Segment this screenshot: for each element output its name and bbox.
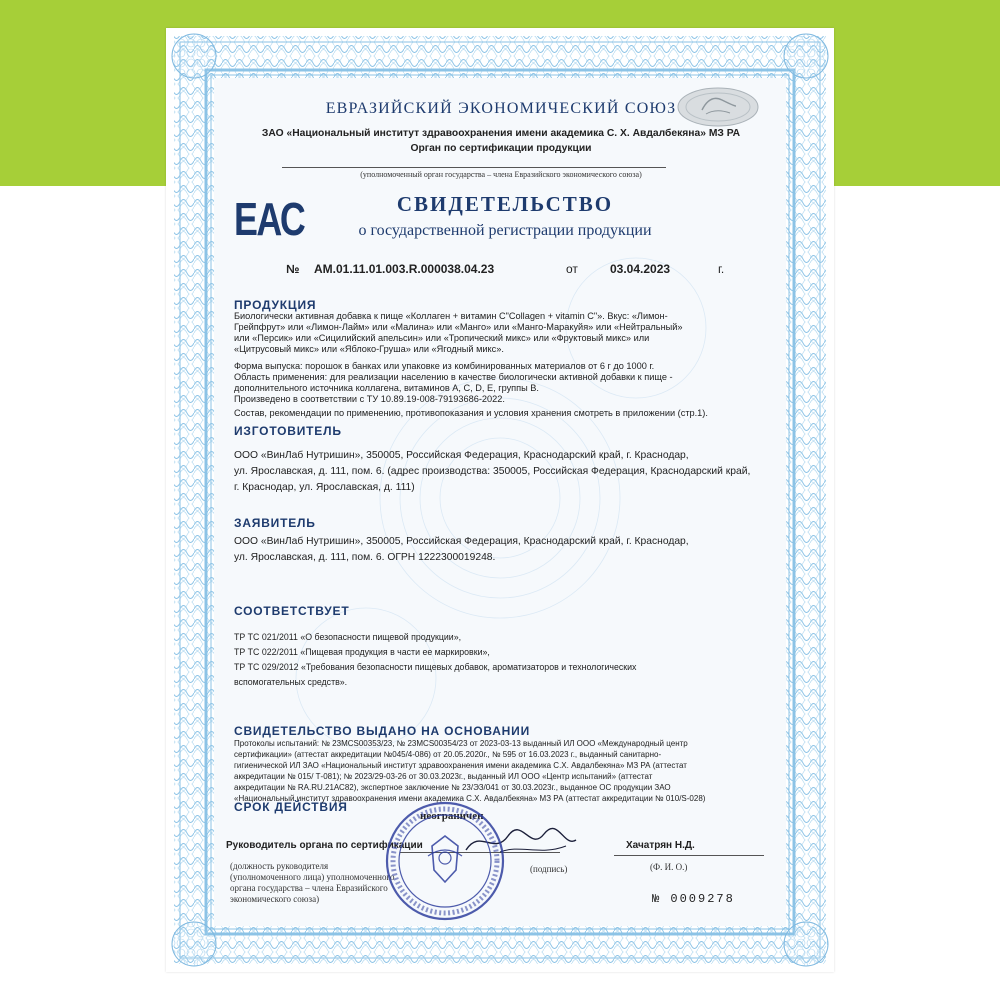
position-note-line: экономического союза) <box>230 894 320 904</box>
round-stamp-icon <box>384 800 506 922</box>
registration-date: 03.04.2023 <box>610 262 671 276</box>
basis-line: аккредитации № RA.RU.21АС82), экспертное заключение № 23/ЭЗ/041 от 30.03.2023г., выданное ОС продукции ЗАО <box>234 783 671 792</box>
validity-value: неограничен <box>420 810 484 822</box>
head-of-organ-label: Руководитель органа по сертификации <box>226 840 423 851</box>
conformity-line: ТР ТС 022/2011 «Пищевая продукция в части ее маркировки», <box>234 647 490 657</box>
form-serial-number: № 0009278 <box>652 892 735 906</box>
product-heading: ПРОДУКЦИЯ <box>234 298 317 312</box>
manufacturer-line: ул. Ярославская, д. 111, пом. 6. (адрес производства: 350005, Российская Федерация, Краснодарский край, <box>234 466 751 477</box>
union-title: ЕВРАЗИЙСКИЙ ЭКОНОМИЧЕСКИЙ СОЮЗ <box>325 100 677 117</box>
applicant-line: ООО «ВинЛаб Нутришин», 350005, Российская Федерация, Краснодарский край, г. Краснодар, <box>234 536 689 547</box>
product-line: дополнительного источника коллагена, витаминов А, С, D, Е, группы В. <box>234 383 539 393</box>
divider <box>282 167 666 168</box>
basis-heading: СВИДЕТЕЛЬСТВО ВЫДАНО НА ОСНОВАНИИ <box>234 724 531 738</box>
product-line: Форма выпуска: порошок в банках или упаковке из комбинированных материалов от 6 г до 1000 г. <box>234 361 655 371</box>
certificate-subtitle: о государственной регистрации продукции <box>358 222 652 239</box>
conformity-line: вспомогательных средств». <box>234 677 348 687</box>
validity-heading: СРОК ДЕЙСТВИЯ <box>234 800 348 814</box>
position-note-line: органа государства – члена Евразийского <box>230 883 388 893</box>
eac-logo: ЕАС <box>234 193 305 245</box>
product-line: Грейпфрут» или «Лимон-Лайм» или «Малина» или «Манго» или «Манго-Маракуйя» или «Нейтральный» <box>234 322 683 332</box>
position-note-line: (должность руководителя <box>230 861 329 871</box>
certification-organ: Орган по сертификации продукции <box>410 143 592 154</box>
signatory-name: Хачатрян Н.Д. <box>626 840 695 851</box>
number-sign: № <box>286 262 300 276</box>
position-note-line: (уполномоченного лица) уполномоченного <box>230 872 395 882</box>
conformity-heading: СООТВЕТСТВУЕТ <box>234 604 350 618</box>
product-line: Биологически активная добавка к пище «Коллаген + витамин С"Collagen + vitamin C"». Вкус: «Лимон- <box>234 311 668 321</box>
certificate-title: СВИДЕТЕЛЬСТВО <box>396 192 614 216</box>
applicant-line: ул. Ярославская, д. 111, пом. 6. ОГРН 1222300019248. <box>234 552 496 563</box>
applicant-heading: ЗАЯВИТЕЛЬ <box>234 516 316 530</box>
date-from-label: от <box>566 262 578 276</box>
manufacturer-line: г. Краснодар, ул. Ярославская, д. 111) <box>234 482 415 493</box>
product-line: Состав, рекомендации по применению, противопоказания и условия хранения смотреть в приложении (стр.1). <box>234 408 708 418</box>
name-label: (Ф. И. О.) <box>650 862 688 872</box>
conformity-line: ТР ТС 021/2011 «О безопасности пищевой продукции», <box>234 632 462 642</box>
name-line <box>614 855 764 856</box>
product-line: «Цитрусовый микс» или «Яблоко-Груша» или «Ягодный микс». <box>234 344 504 354</box>
organ-note: (уполномоченный орган государства – члена Евразийского экономического союза) <box>360 170 642 179</box>
product-line: Область применения: для реализации населению в качестве биологически активной добавки к пище - <box>234 372 673 382</box>
manufacturer-heading: ИЗГОТОВИТЕЛЬ <box>234 424 342 438</box>
signature-label: (подпись) <box>530 864 568 874</box>
basis-line: Протоколы испытаний: № 23MCS00353/23, № 23MCS00354/23 от 2023-03-13 выданный ИЛ ООО «Международный центр <box>234 739 688 748</box>
basis-line: сертификации» (аттестат аккредитации №045/4-086) от 20.05.2020г., № 595 от 16.03.2023 г., выданный санитарно- <box>234 750 662 759</box>
year-suffix: г. <box>718 262 725 276</box>
product-line: или «Персик» или «Сицилийский апельсин» или «Тропический микс» или «Фруктовый микс» или <box>234 333 650 343</box>
product-line: Произведено в соответствии с ТУ 10.89.19-008-79193686-2022. <box>234 394 505 404</box>
institute-name: ЗАО «Национальный институт здравоохранения имени академика С. Х. Авдалбекяна» МЗ РА <box>261 128 741 139</box>
registration-number: AM.01.11.01.003.R.000038.04.23 <box>314 262 495 276</box>
manufacturer-line: ООО «ВинЛаб Нутришин», 350005, Российская Федерация, Краснодарский край, г. Краснодар, <box>234 450 689 461</box>
hologram-icon <box>676 86 760 128</box>
basis-line: аккредитации № 015/ Т-081); № 2023/29-03-26 от 30.03.2023г., выданный ИЛ ООО «Центр испытаний» (аттестат <box>234 772 653 781</box>
basis-line: гигиенической ИЛ ЗАО «Национальный институт здравоохранения имени академика С.Х. Авдалбекяна» МЗ РА (аттестат <box>234 761 687 770</box>
conformity-line: ТР ТС 029/2012 «Требования безопасности пищевых добавок, ароматизаторов и технологических <box>234 662 637 672</box>
basis-line: «Национальный институт здравоохранения имени академика С.Х. Авдалбекяна» МЗ РА (аттестат аккредитации № 010/S-028) <box>234 794 706 803</box>
